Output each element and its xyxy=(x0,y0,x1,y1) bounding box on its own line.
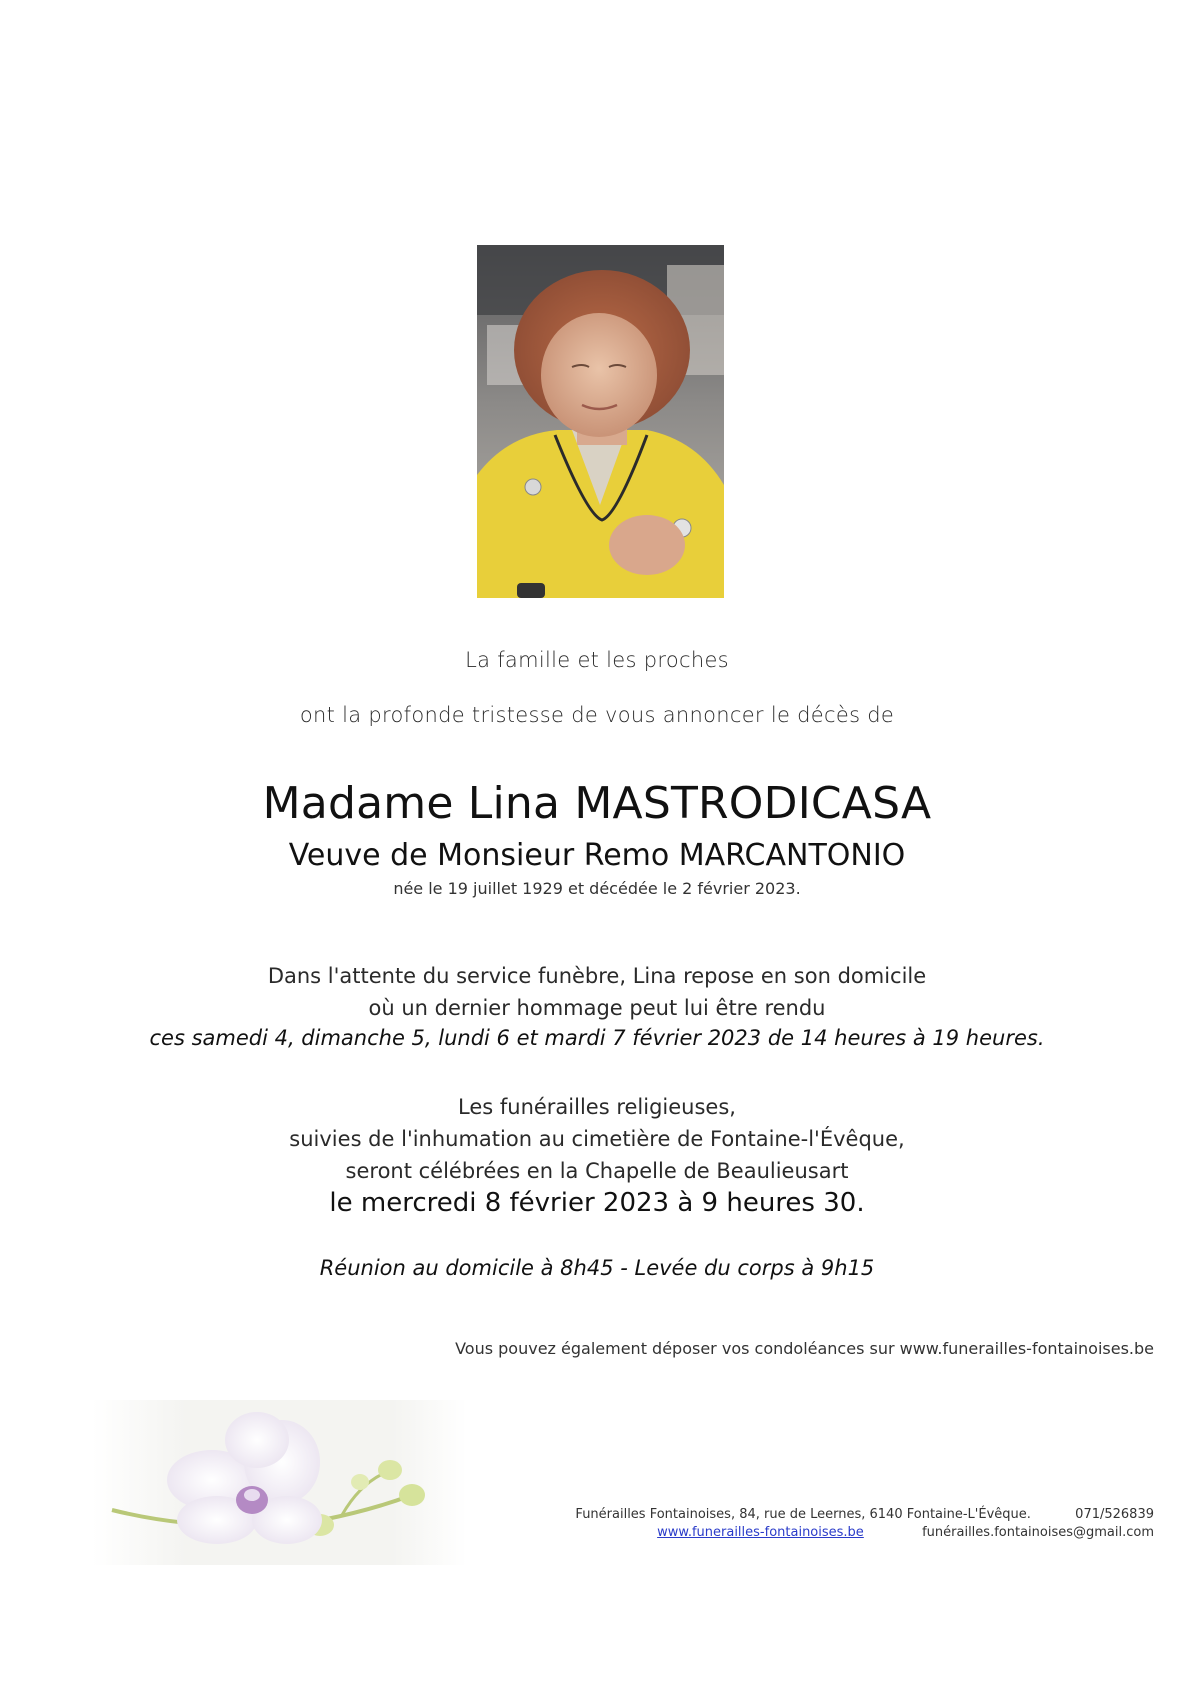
visitation-dates: ces samedi 4, dimanche 5, lundi 6 et mardi 7 février 2023 de 14 heures à 19 heures. xyxy=(149,1026,1045,1050)
condolences-note: Vous pouvez également déposer vos condoléances sur www.funerailles-fontainoises.be xyxy=(455,1339,1154,1358)
footer-email: funérailles.fontainoises@gmail.com xyxy=(922,1525,1154,1540)
footer-contact-line xyxy=(657,1525,1154,1540)
funeral-line-1: Les funérailles religieuses, xyxy=(458,1095,736,1119)
widow-of: Veuve de Monsieur Remo MARCANTONIO xyxy=(288,838,906,873)
visitation-line-2: où un dernier hommage peut lui être rendu xyxy=(368,996,826,1020)
visitation-line-1: Dans l'attente du service funèbre, Lina repose en son domicile xyxy=(267,964,927,988)
portrait-photo xyxy=(477,245,724,598)
intro-line-family: La famille et les proches xyxy=(465,648,729,672)
orchid-icon xyxy=(92,1400,467,1565)
footer-website-link[interactable]: www.funerailles-fontainoises.be xyxy=(657,1525,864,1540)
funeral-line-3: seront célébrées en la Chapelle de Beaulieusart xyxy=(345,1159,849,1183)
footer-phone: 071/526839 xyxy=(1075,1507,1154,1522)
orchid-decoration xyxy=(92,1400,467,1565)
intro-line-announcement: ont la profonde tristesse de vous annoncer le décès de xyxy=(299,703,895,727)
portrait-image xyxy=(477,245,724,598)
footer-address: Funérailles Fontainoises, 84, rue de Leernes, 6140 Fontaine-L'Évêque. xyxy=(575,1507,1031,1522)
deceased-name: Madame Lina MASTRODICASA xyxy=(262,778,932,829)
funeral-line-2: suivies de l'inhumation au cimetière de Fontaine-l'Évêque, xyxy=(289,1127,905,1151)
footer-address-line xyxy=(575,1507,1154,1522)
meeting-info: Réunion au domicile à 8h45 - Levée du corps à 9h15 xyxy=(319,1256,875,1280)
birth-death-dates: née le 19 juillet 1929 et décédée le 2 février 2023. xyxy=(393,879,801,898)
funeral-date: le mercredi 8 février 2023 à 9 heures 30. xyxy=(329,1188,865,1218)
